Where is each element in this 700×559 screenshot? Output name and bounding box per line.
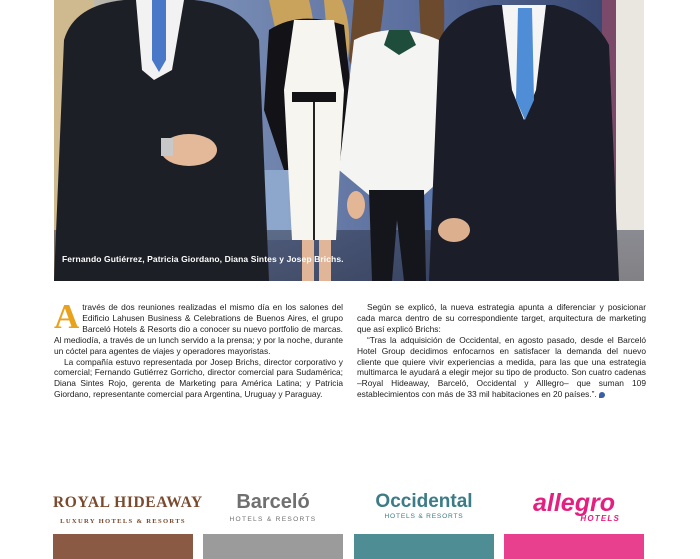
article-column-right [357,302,646,400]
paragraph-text: “Tras la adquisición de Occidental, en agosto pasado, desde el Barceló Hotel Group decidimos enfocarnos en satisfacer la demanda del nuevo cliente que quiere vivir experiencias a medida, para las que una estrategia multimarca le ayudará a elegir mejor su tipo de producto. Son cuatro cadenas –Royal Hideaway, Barceló, Occidental y Alllegro– que suman 109 establecimientos con más de 33 mil habitaciones en 20 países.”. [357,334,646,400]
photo-caption: Fernando Gutiérrez, Patricia Giordano, Diana Sintes y Josep Brichs. [62,254,344,264]
brand-logo-text: allegro [533,489,615,517]
brand-color-bar-occidental [354,534,494,559]
person-fernando [54,0,269,281]
brand-allegro [504,490,644,523]
brand-tagline: LUXURY HOTELS & RESORTS [60,518,186,525]
article-paragraph: La compañía estuvo representada por Josep Brichs, director corporativo y comercial; Fernando Gutiérrez Gorricho, director comercial para Sudamérica; Diana Sintes Rojo, gerenta de Marketing para América Latina; y Patricia Giordano, representante comercial para Argentina, Uruguay y Paraguay. [54,356,343,400]
brand-barcelo [203,490,343,523]
brand-tagline: HOTELS & RESORTS [384,513,464,520]
paragraph-text: través de dos reuniones realizadas el mismo día en los salones del Edificio Lahusen Business & Celebrations de Buenos Aires, el grupo Barceló Hotels & Resorts dio a conocer su nuevo portfolio de marcas. Al mediodía, a través de un lunch servido a la prensa; y por la noche, durante un cóctel para agentes de viajes y operadores mayoristas. [54,302,343,356]
brand-color-bar-allegro [504,534,644,559]
article-paragraph: Según se explicó, la nueva estrategia apunta a diferenciar y posicionar cada marca dentro de su correspondiente target, arquitectura de marketing que así explicó Brichs: [357,302,646,334]
article-paragraph [357,335,646,400]
brand-logo-text: Barceló [236,491,310,513]
brand-color-bar-royal-hideaway [53,534,193,559]
brand-logo-text: Occidental [375,491,473,512]
brand-color-bar-barcelo [203,534,343,559]
brand-tagline: HOTELS [580,514,620,523]
brand-logo-text: ROYAL HIDEAWAY [53,494,203,511]
brand-royal-hideaway [53,490,203,525]
article-paragraph [54,297,343,357]
person-josep [429,5,619,281]
brand-tagline: HOTELS & RESORTS [229,516,317,523]
event-photo [54,0,644,281]
brand-occidental [354,490,494,520]
article-column-left [54,297,343,400]
end-of-article-icon [599,392,605,398]
drop-cap: A [54,297,80,336]
event-photo-illustration [54,0,644,281]
